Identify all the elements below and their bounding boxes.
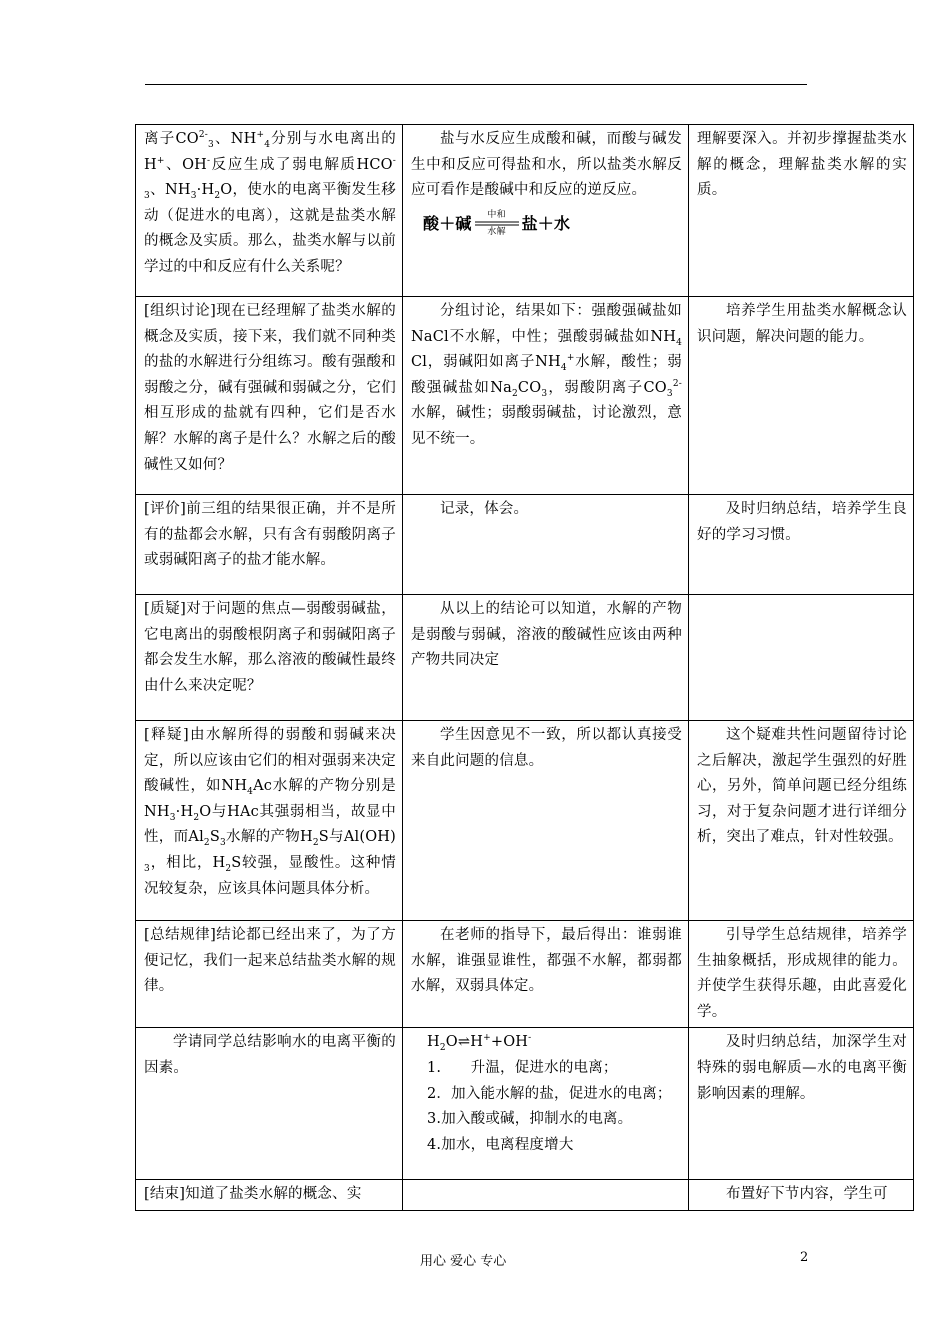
header-rule	[145, 84, 807, 85]
teacher-activity-cell: [总结规律]结论都已经出来了，为了方便记忆，我们一起来总结盐类水解的规律。	[136, 921, 403, 1028]
teacher-activity-cell: [结束]知道了盐类水解的概念、实	[136, 1180, 403, 1211]
design-intent-cell: 及时归纳总结，加深学生对特殊的弱电解质—水的电离平衡影响因素的理解。	[689, 1028, 914, 1180]
reaction-equation: 酸＋碱 中和 水解 盐＋水	[423, 209, 571, 237]
table-row	[136, 595, 914, 721]
table-row	[136, 1180, 914, 1211]
design-intent-cell: 这个疑难共性问题留待讨论之后解决，激起学生强烈的好胜心，另外，简单问题已经分组练习，对于复杂问题才进行详细分析，突出了难点，针对性较强。	[689, 721, 914, 921]
design-intent-cell: 理解要深入。并初步撑握盐类水解的概念，理解盐类水解的实质。	[689, 125, 914, 297]
teacher-activity-cell: 学请同学总结影响水的电离平衡的因素。	[136, 1028, 403, 1180]
table-row	[136, 721, 914, 921]
table-row	[136, 125, 914, 297]
student-activity-cell: 分组讨论，结果如下：强酸强碱盐如NaCl不水解，中性；强酸弱碱盐如$NH_4Cl$，弱碱阳如离子$NH_4^+$水解，酸性；弱酸强碱盐如$Na_2CO_3$，弱酸阴离子$CO_3^{2-}$水解，碱性；弱酸弱碱盐，讨论激烈，意见不统一。	[403, 297, 689, 495]
design-intent-cell: 引导学生总结规律，培养学生抽象概括，形成规律的能力。并使学生获得乐趣，由此喜爱化学。	[689, 921, 914, 1028]
lesson-table	[135, 124, 914, 1211]
design-intent-cell	[689, 595, 914, 721]
page-number: 2	[800, 1250, 809, 1265]
student-activity-cell: 盐与水反应生成酸和碱，而酸与碱发生中和反应可得盐和水，所以盐类水解反应可看作是酸碱中和反应的逆反应。 酸＋碱 中和 水解 盐＋水	[403, 125, 689, 297]
table-row	[136, 495, 914, 595]
design-intent-cell: 及时归纳总结，培养学生良好的学习习惯。	[689, 495, 914, 595]
student-activity-cell: 从以上的结论可以知道，水解的产物是弱酸与弱碱，溶液的酸碱性应该由两种产物共同决定	[403, 595, 689, 721]
student-activity-cell: 在老师的指导下，最后得出：谁弱谁水解，谁强显谁性，都强不水解，都弱都水解，双弱具体定。	[403, 921, 689, 1028]
footer-motto: 用心 爱心 专心	[420, 1254, 507, 1269]
table-row	[136, 297, 914, 495]
teacher-activity-cell: 离子$CO^{2-}_3$、$NH^+_4$分别与水电离出的H+、OH-反应生成了弱电解质$HCO^-_3$、$NH_3\cdot H_2O$，使水的电离平衡发生移动（促进水的电离），这就是盐类水解的概念及实质。那么，盐类水解与以前学过的中和反应有什么关系呢？	[136, 125, 403, 297]
student-activity-cell	[403, 1180, 689, 1211]
table-row	[136, 1028, 914, 1180]
teacher-activity-cell: [评价]前三组的结果很正确，并不是所有的盐都会水解，只有含有弱酸阴离子或弱碱阳离子的盐才能水解。	[136, 495, 403, 595]
design-intent-cell: 布置好下节内容，学生可	[689, 1180, 914, 1211]
teacher-activity-cell: [释疑]由水解所得的弱酸和弱碱来决定，所以应该由它们的相对强弱来决定酸碱性，如$NH_4Ac$水解的产物分别是$NH_3\cdot H_2O$与HAc其强弱相当，故显中性，而$Al_2S_3$水解的产物$H_2S$与$Al(OH)_3$，相比，$H_2S$较强，显酸性。这种情况较复杂，应该具体问题具体分析。	[136, 721, 403, 921]
design-intent-cell: 培养学生用盐类水解概念认识问题，解决问题的能力。	[689, 297, 914, 495]
teacher-activity-cell: [质疑]对于问题的焦点—弱酸弱碱盐，它电离出的弱酸根阴离子和弱碱阳离子都会发生水解，那么溶液的酸碱性最终由什么来决定呢？	[136, 595, 403, 721]
student-activity-cell: 学生因意见不一致，所以都认真接受来自此问题的信息。	[403, 721, 689, 921]
teacher-activity-cell: [组织讨论]现在已经理解了盐类水解的概念及实质，接下来，我们就不同种类的盐的水解进行分组练习。酸有强酸和弱酸之分，碱有强碱和弱碱之分，它们相互形成的盐就有四种，它们是否水解？水解的离子是什么？水解之后的酸碱性又如何？	[136, 297, 403, 495]
student-activity-cell: $H_2O\rightleftharpoons H^++OH^-$ 1. 升温，促进水的电离； 2．加入能水解的盐，促进水的电离； 3.加入酸或碱，抑制水的电离。 4.加水，电离程度增大	[403, 1028, 689, 1180]
table-row	[136, 921, 914, 1028]
student-activity-cell: 记录，体会。	[403, 495, 689, 595]
